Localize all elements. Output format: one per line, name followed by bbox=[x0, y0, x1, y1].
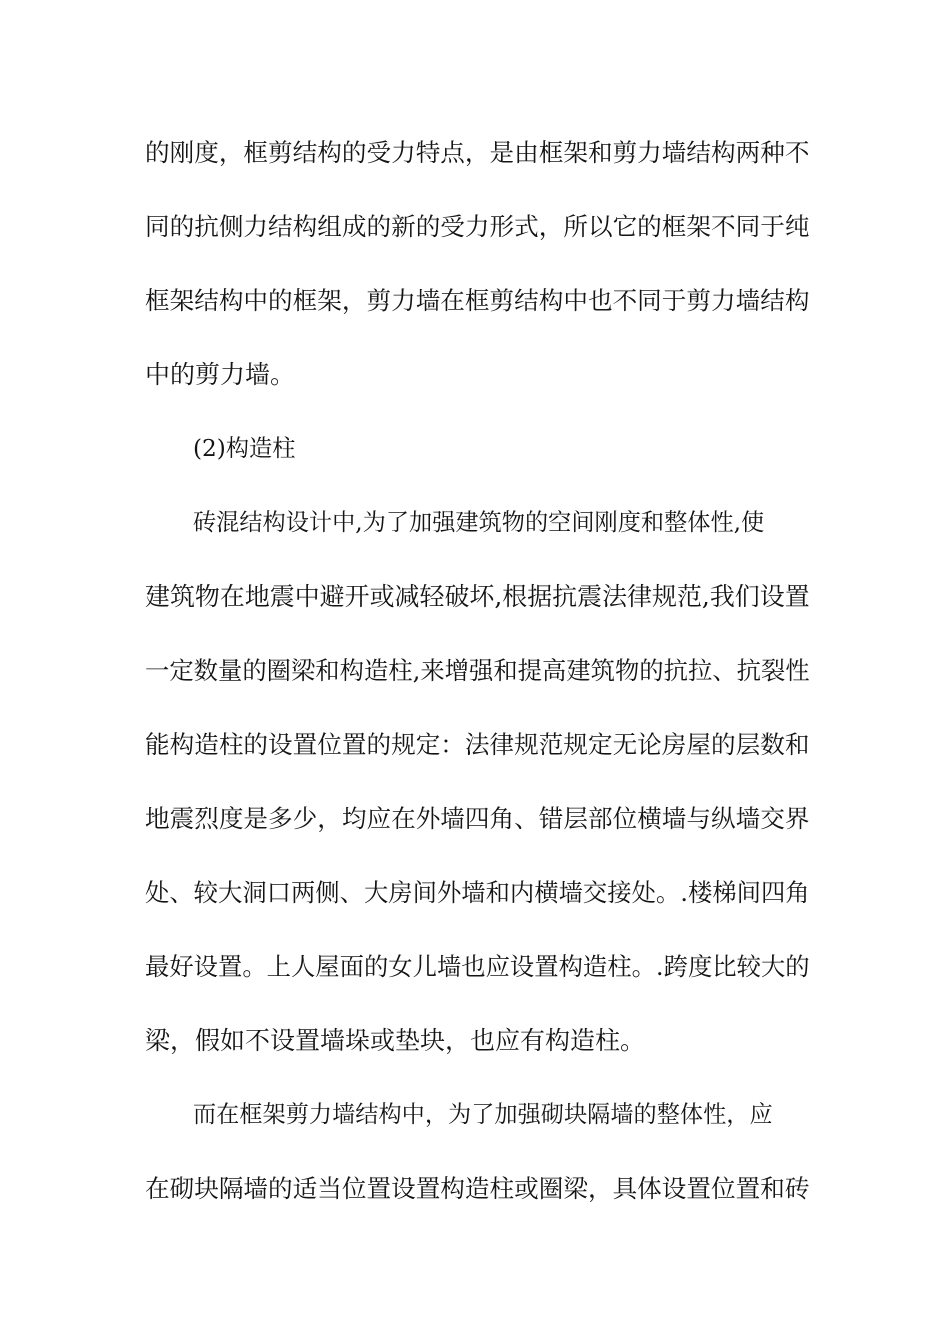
paragraph-line: 的刚度，框剪结构的受力特点，是由框架和剪力墙结构两种不 bbox=[145, 138, 810, 167]
paragraph-line: 框架结构中的框架，剪力墙在框剪结构中也不同于剪力墙结构 bbox=[145, 286, 810, 315]
paragraph-line: 同的抗侧力结构组成的新的受力形式，所以它的框架不同于纯 bbox=[145, 212, 810, 241]
paragraph-line: 中的剪力墙。 bbox=[145, 360, 296, 389]
paragraph-line: 地震烈度是多少，均应在外墙四角、错层部位横墙与纵墙交界 bbox=[145, 804, 810, 833]
paragraph-line: 而在框架剪力墙结构中，为了加强砌块隔墙的整体性，应 bbox=[193, 1101, 773, 1128]
section-heading: (2)构造柱 bbox=[193, 435, 296, 462]
paragraph-line: 建筑物在地震中避开或减轻破坏,根据抗震法律规范,我们设置 bbox=[145, 582, 810, 611]
paragraph-line: 最好设置。上人屋面的女儿墙也应设置构造柱。.跨度比较大的 bbox=[145, 952, 810, 981]
paragraph-line: 在砌块隔墙的适当位置设置构造柱或圈梁，具体设置位置和砖 bbox=[145, 1174, 810, 1203]
paragraph-line: 梁，假如不设置墙垛或垫块，也应有构造柱。 bbox=[145, 1026, 646, 1055]
paragraph-line: 砖混结构设计中,为了加强建筑物的空间刚度和整体性,使 bbox=[193, 509, 765, 536]
paragraph-line: 一定数量的圈梁和构造柱,来增强和提高建筑物的抗拉、抗裂性 bbox=[145, 656, 810, 685]
paragraph-line: 能构造柱的设置位置的规定：法律规范规定无论房屋的层数和 bbox=[145, 730, 810, 759]
paragraph-line: 处、较大洞口两侧、大房间外墙和内横墙交接处。.楼梯间四角 bbox=[145, 878, 810, 907]
